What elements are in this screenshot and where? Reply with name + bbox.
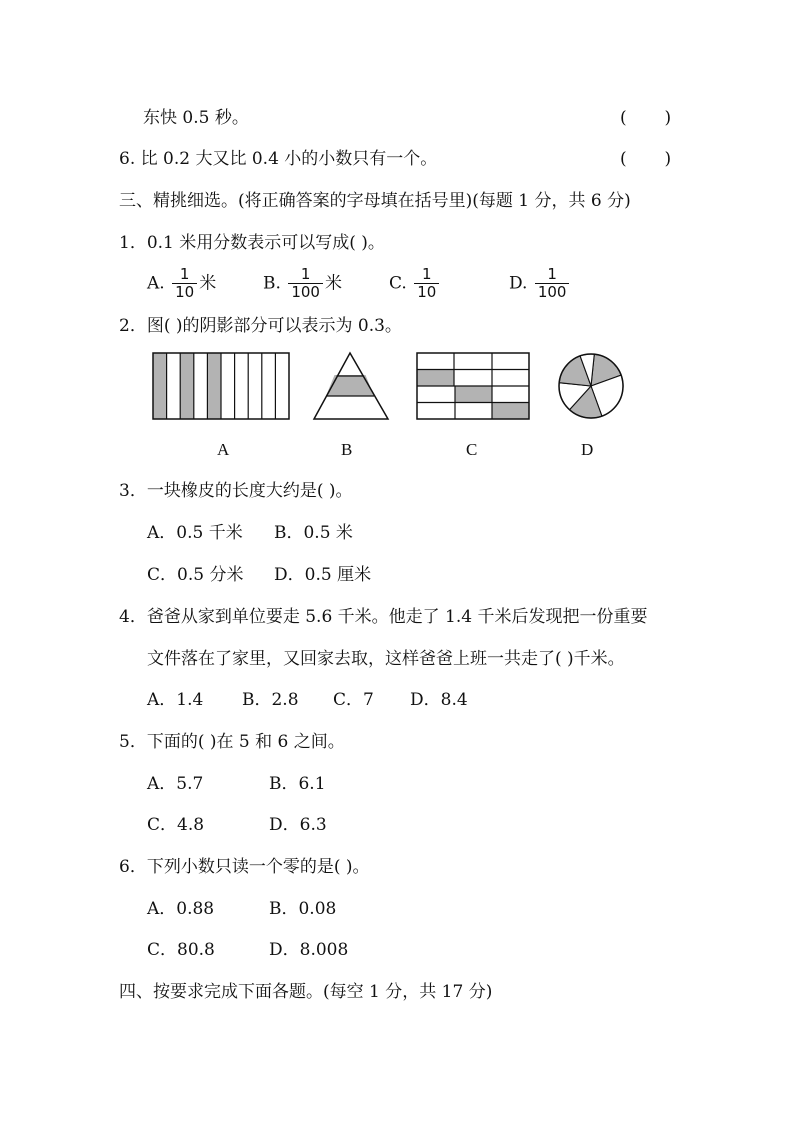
q2-stem: 2．图( )的阴影部分可以表示为 0.3。 [119, 316, 402, 336]
figure-a[interactable] [151, 351, 293, 421]
shaded-cell [455, 386, 492, 403]
judgement-question-6: 6. 比 0.2 大又比 0.4 小的小数只有一个。 [119, 149, 438, 169]
q3-stem: 3．一块橡皮的长度大约是( )。 [119, 481, 353, 501]
q3-option-a[interactable]: A．0.5 千米 [147, 523, 243, 543]
q4-option-b[interactable]: B．2.8 [242, 690, 299, 710]
shaded-cell [417, 370, 454, 387]
continued-statement: 东快 0.5 秒。 [143, 108, 249, 128]
figure-c[interactable] [415, 351, 531, 421]
figure-d[interactable] [557, 352, 625, 420]
figure-c-label: C [466, 440, 478, 459]
q3-option-d[interactable]: D．0.5 厘米 [274, 565, 372, 585]
q5-option-a[interactable]: A．5.7 [147, 774, 204, 794]
figure-a-label: A [217, 440, 230, 459]
q1-option-c[interactable]: C. $\frac{1}{10}$ [389, 266, 441, 301]
q6-option-d[interactable]: D．8.008 [269, 940, 349, 960]
q1-option-d[interactable]: D. $\frac{1}{100}$ [509, 266, 571, 301]
shaded-strip [207, 353, 221, 419]
q1-stem: 1．0.1 米用分数表示可以写成( )。 [119, 233, 385, 253]
q4-stem-line2: 文件落在了家里，又回家去取，这样爸爸上班一共走了( )千米。 [147, 649, 625, 669]
q3-option-c[interactable]: C．0.5 分米 [147, 565, 244, 585]
shaded-strip [180, 353, 194, 419]
q3-option-b[interactable]: B．0.5 米 [274, 523, 353, 543]
q1-option-a[interactable]: A. $\frac{1}{10}$ 米 [147, 265, 217, 301]
q6-option-a[interactable]: A．0.88 [147, 899, 215, 919]
figure-d-label: D [581, 440, 594, 459]
q4-option-d[interactable]: D．8.4 [410, 690, 468, 710]
shaded-strip [153, 353, 167, 419]
fraction: $\frac{1}{10}$ [172, 266, 197, 301]
answer-blank-6[interactable]: ( ) [620, 149, 672, 169]
shaded-band [326, 375, 374, 396]
q5-option-c[interactable]: C．4.8 [147, 815, 205, 835]
section-3-title: 三、精挑细选。(将正确答案的字母填在括号里)(每题 1 分，共 6 分) [119, 191, 631, 211]
q4-stem-line1: 4．爸爸从家到单位要走 5.6 千米。他走了 1.4 千米后发现把一份重要 [119, 607, 648, 627]
q4-option-c[interactable]: C．7 [333, 690, 374, 710]
figure-b-label: B [341, 440, 353, 459]
q5-option-b[interactable]: B．6.1 [269, 774, 326, 794]
q5-stem: 5．下面的( )在 5 和 6 之间。 [119, 732, 345, 752]
q5-option-d[interactable]: D．6.3 [269, 815, 327, 835]
q1-option-b[interactable]: B. $\frac{1}{100}$ 米 [263, 265, 342, 301]
q6-option-c[interactable]: C．80.8 [147, 940, 215, 960]
q4-option-a[interactable]: A．1.4 [147, 690, 204, 710]
shaded-cell [492, 403, 529, 420]
fraction: $\frac{1}{100}$ [288, 266, 323, 301]
q6-stem: 6．下列小数只读一个零的是( )。 [119, 857, 370, 877]
fraction: $\frac{1}{100}$ [535, 266, 570, 301]
answer-blank-5[interactable]: ( ) [620, 108, 672, 128]
section-4-title: 四、按要求完成下面各题。(每空 1 分，共 17 分) [119, 982, 493, 1002]
q6-option-b[interactable]: B．0.08 [269, 899, 337, 919]
figure-b[interactable] [312, 351, 392, 421]
fraction: $\frac{1}{10}$ [414, 266, 439, 301]
